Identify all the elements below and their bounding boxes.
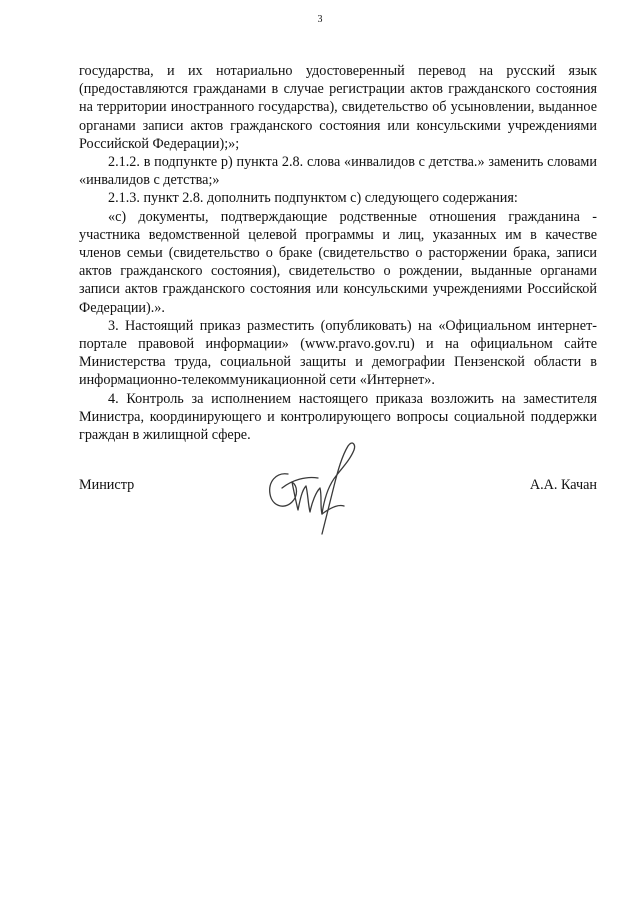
- signer-title: Министр: [79, 477, 135, 493]
- paragraph-3-publication: 3. Настоящий приказ разместить (опубликовать) на «Официальном интернет-портале правовой информации» (www.pravo.gov.ru) и на официальном сайте Министерства труда, социальной защиты и демографии Пензенской области в информационно-телекоммуникационной сети «Интернет».: [79, 317, 597, 389]
- signer-name: А.А. Качан: [529, 477, 597, 493]
- paragraph-2-1-2: 2.1.2. в подпункте р) пункта 2.8. слова «инвалидов с детства.» заменить словами «инвалидов с детства;»: [79, 154, 597, 189]
- paragraph-2-1-3: 2.1.3. пункт 2.8. дополнить подпунктом с) следующего содержания:: [108, 190, 518, 207]
- document-body: [79, 62, 597, 444]
- handwritten-signature: [262, 430, 362, 540]
- paragraph-continuation: государства, и их нотариально удостоверенный перевод на русский язык (предоставляются гражданами в случае регистрации актов гражданского состояния на территории иностранного государства), свидетельство об усыновлении, выданное органами записи актов гражданского состояния или консульскими учреждениями Российской Федерации);»;: [79, 63, 597, 152]
- page-number: 3: [317, 14, 323, 25]
- paragraph-subpoint-s: «с) документы, подтверждающие родственные отношения гражданина - участника ведомственной целевой программы и лиц, указанных им в качестве членов семьи (свидетельство о браке (свидетельство о расторжении брака, записи актов гражданского состояния), свидетельство о рождении, выданные органами записи актов гражданского состояния или консульскими учреждениями Российской Федерации).».: [79, 208, 597, 316]
- paragraph-4-control: 4. Контроль за исполнением настоящего приказа возложить на заместителя Министра, координирующего и контролирующего вопросы социальной поддержки граждан в жилищной сфере.: [79, 390, 597, 444]
